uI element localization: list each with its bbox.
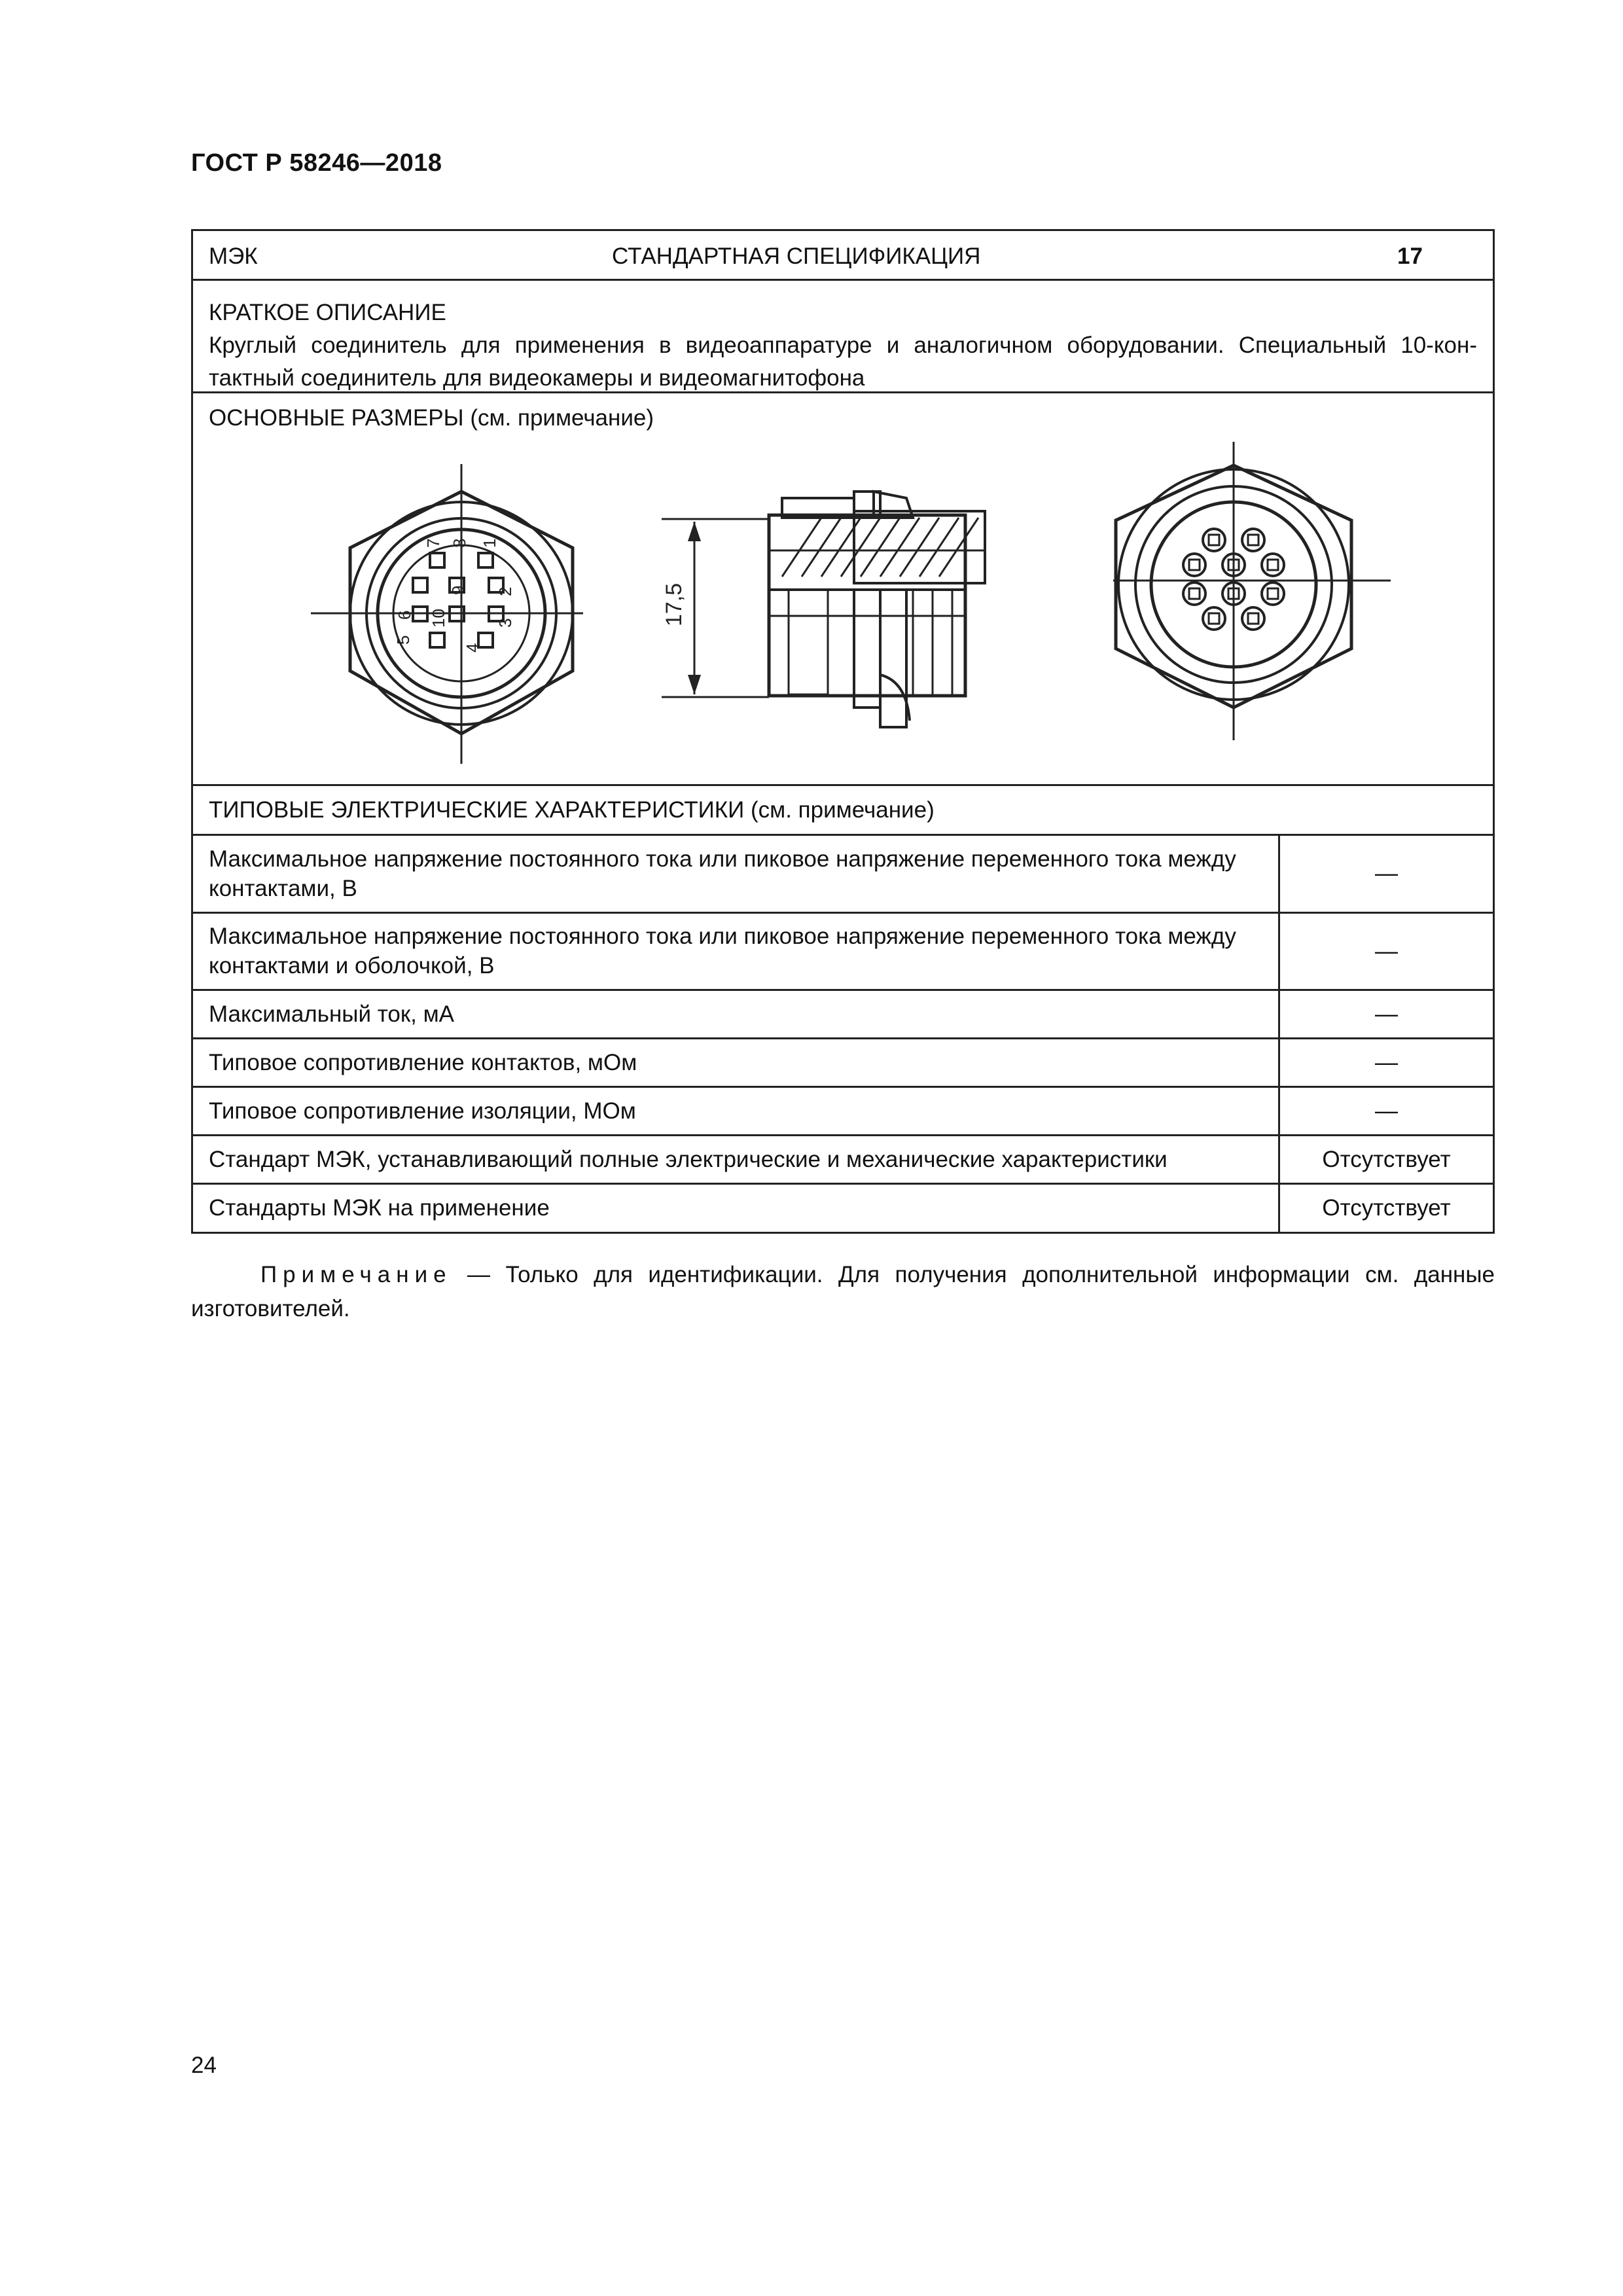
electrical-caption-row [193, 786, 1493, 836]
pin-label-10: 10 [429, 609, 448, 628]
pin-label-8: 8 [450, 538, 469, 548]
characteristic-label: Стандарты МЭК на применение [193, 1183, 1279, 1232]
note-text: — Только для идентификации. Для получения дополнительной информации см. данные изготовителей. [191, 1262, 1495, 1321]
characteristic-value: — [1279, 990, 1493, 1038]
table-row [193, 1183, 1493, 1232]
table-row [193, 836, 1493, 912]
spec-org: МЭК [209, 243, 258, 269]
side-view [662, 492, 985, 727]
page-number: 24 [191, 2053, 217, 2078]
brief-caption: КРАТКОЕ ОПИСАНИЕ [209, 300, 446, 325]
characteristic-value: — [1279, 912, 1493, 990]
table-row [193, 990, 1493, 1038]
pin-label-6: 6 [395, 610, 414, 620]
table-row [193, 1135, 1493, 1183]
characteristic-value: — [1279, 1086, 1493, 1135]
characteristic-label: Максимальное напряжение постоянного тока или пиковое напряжение переменного тока между контактами и оболочкой, В [193, 912, 1279, 990]
connector-drawings [193, 393, 1493, 786]
electrical-caption: ТИПОВЫЕ ЭЛЕКТРИЧЕСКИЕ ХАРАКТЕРИСТИКИ (см. примечание) [209, 797, 935, 823]
dimension-label: 17,5 [662, 583, 687, 626]
pin-label-3: 3 [495, 618, 515, 628]
table-row [193, 1086, 1493, 1135]
brief-description-row [193, 281, 1493, 393]
characteristic-label: Стандарт МЭК, устанавливающий полные электрические и механические характеристики [193, 1135, 1279, 1183]
pin-label-4: 4 [463, 643, 482, 653]
electrical-table-wrap [193, 836, 1493, 1232]
characteristic-value: Отсутствует [1279, 1183, 1493, 1232]
characteristic-label: Максимальный ток, мА [193, 990, 1279, 1038]
pin-label-2: 2 [495, 586, 515, 596]
characteristic-value: Отсутствует [1279, 1135, 1493, 1183]
pin-label-5: 5 [393, 635, 413, 645]
table-row [193, 1038, 1493, 1086]
spec-header-row [193, 231, 1493, 281]
electrical-table [193, 836, 1493, 1232]
pin-label-1: 1 [480, 538, 499, 548]
characteristic-label: Типовое сопротивление изоляции, МОм [193, 1086, 1279, 1135]
characteristic-value: — [1279, 836, 1493, 912]
note-prefix: Примечание [260, 1262, 452, 1287]
spec-title: СТАНДАРТНАЯ СПЕЦИФИКАЦИЯ [612, 243, 981, 269]
characteristic-label: Типовое сопротивление контактов, мОм [193, 1038, 1279, 1086]
dimensions-caption: ОСНОВНЫЕ РАЗМЕРЫ (см. примечание) [209, 405, 654, 431]
pin-label-7: 7 [423, 538, 443, 548]
pin-label-9: 9 [448, 585, 468, 595]
document-code: ГОСТ Р 58246—2018 [191, 149, 442, 177]
brief-text: Круглый соединитель для применения в видеоаппаратуре и аналогичном оборудовании. Специальный 10-кон-тактный соединитель для видеокамеры и видеомагнитофона [209, 332, 1477, 391]
spec-table [191, 229, 1495, 1234]
characteristic-label: Максимальное напряжение постоянного тока или пиковое напряжение переменного тока между контактами, В [209, 846, 1236, 901]
rear-view [1113, 442, 1391, 740]
table-row [193, 912, 1493, 990]
characteristic-value: — [1279, 1038, 1493, 1086]
note-paragraph [191, 1258, 1495, 1326]
dimensions-row [193, 393, 1493, 786]
spec-number: 17 [1397, 243, 1423, 269]
front-view-pinout [311, 464, 583, 764]
